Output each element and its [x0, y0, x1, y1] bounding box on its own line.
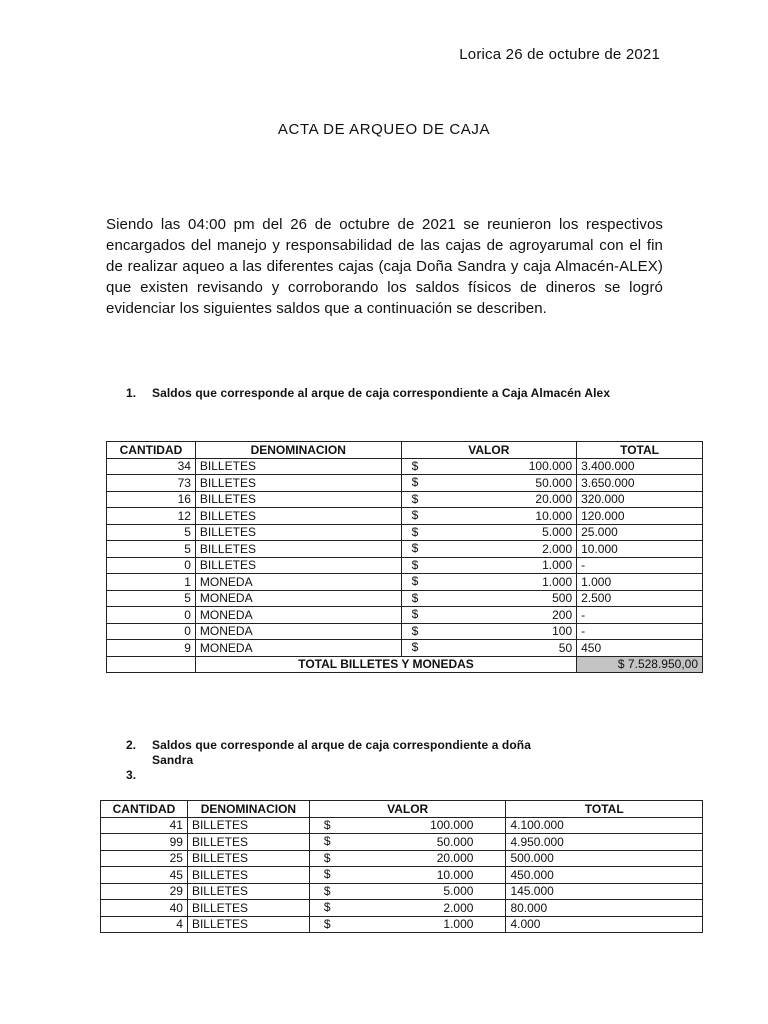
cell-cantidad: 40 [101, 900, 188, 917]
cell-cantidad: 45 [101, 867, 188, 884]
cell-valor-amount: 50.000 [535, 475, 573, 490]
cell-valor [401, 590, 577, 607]
section-1-text: Saldos que corresponde al arque de caja correspondiente a Caja Almacén Alex [152, 386, 611, 400]
header-cantidad: CANTIDAD [107, 442, 196, 459]
cell-total: 320.000 [577, 491, 703, 508]
cell-total: - [577, 607, 703, 624]
document-title: ACTA DE ARQUEO DE CAJA [277, 121, 491, 138]
table-row [107, 475, 703, 492]
header-denominacion: DENOMINACION [187, 801, 309, 818]
cell-valor-amount: 5.000 [443, 884, 474, 899]
cell-total: 450.000 [506, 867, 703, 884]
currency-symbol: $ [411, 557, 419, 572]
cell-cantidad: 5 [107, 590, 196, 607]
cell-cantidad: 29 [101, 883, 188, 900]
table-row [107, 607, 703, 624]
section-2-heading [126, 738, 646, 783]
cell-valor [401, 640, 577, 657]
cell-valor-amount: 100 [552, 624, 573, 639]
cell-valor-amount: 100.000 [528, 459, 573, 474]
cell-cantidad: 5 [107, 524, 196, 541]
table-row [107, 524, 703, 541]
cell-denominacion: BILLETES [187, 916, 309, 933]
table-row [101, 817, 703, 834]
cell-cantidad: 5 [107, 541, 196, 558]
currency-symbol: $ [411, 623, 419, 638]
cell-cantidad: 34 [107, 458, 196, 475]
cell-valor [309, 900, 506, 917]
table-row [101, 900, 703, 917]
cell-valor-amount: 5.000 [542, 525, 573, 540]
table-row [107, 491, 703, 508]
cell-valor [401, 524, 577, 541]
currency-symbol: $ [323, 916, 331, 931]
section-2-text-line1: Saldos que corresponde al arque de caja correspondiente a doña [152, 738, 531, 752]
cell-denominacion: BILLETES [187, 883, 309, 900]
currency-symbol: $ [411, 508, 419, 522]
currency-symbol: $ [411, 590, 419, 605]
cell-valor [401, 574, 577, 591]
cell-valor-amount: 200 [552, 607, 573, 622]
currency-symbol: $ [411, 491, 419, 506]
cell-denominacion: MONEDA [195, 574, 401, 591]
currency-symbol: $ [411, 524, 419, 539]
cell-denominacion: MONEDA [195, 623, 401, 640]
cell-valor [401, 475, 577, 492]
cell-valor-amount: 50.000 [436, 834, 474, 849]
cell-cantidad: 16 [107, 491, 196, 508]
currency-symbol: $ [323, 850, 331, 865]
cell-denominacion: BILLETES [195, 491, 401, 508]
cell-valor-amount: 20.000 [535, 492, 573, 507]
cell-cantidad: 1 [107, 574, 196, 591]
cell-valor [309, 834, 506, 851]
cell-total: 500.000 [506, 850, 703, 867]
cell-denominacion: BILLETES [187, 850, 309, 867]
cell-total: 25.000 [577, 524, 703, 541]
header-valor: VALOR [401, 442, 577, 459]
currency-symbol: $ [323, 817, 331, 832]
cell-valor-amount: 500 [552, 591, 573, 606]
cell-denominacion: BILLETES [195, 475, 401, 492]
cell-total: - [577, 623, 703, 640]
cell-valor [401, 623, 577, 640]
section-3-number: 3. [126, 768, 137, 782]
cell-valor-amount: 100.000 [430, 818, 474, 833]
cell-valor [401, 508, 577, 525]
cell-denominacion: MONEDA [195, 640, 401, 657]
header-cantidad: CANTIDAD [101, 801, 188, 818]
cell-valor [309, 883, 506, 900]
cell-denominacion: MONEDA [195, 607, 401, 624]
cell-total: 1.000 [577, 574, 703, 591]
cell-total: 145.000 [506, 883, 703, 900]
cell-total: 10.000 [577, 541, 703, 558]
table-header-row [107, 442, 703, 459]
cell-valor [309, 916, 506, 933]
cell-denominacion: BILLETES [195, 508, 401, 525]
cell-valor [309, 850, 506, 867]
cell-valor-amount: 1.000 [443, 917, 474, 932]
cell-denominacion: BILLETES [195, 541, 401, 558]
header-total: TOTAL [577, 442, 703, 459]
currency-symbol: $ [411, 475, 419, 489]
cell-cantidad: 25 [101, 850, 188, 867]
cell-cantidad: 9 [107, 640, 196, 657]
cell-valor [401, 491, 577, 508]
cell-denominacion: BILLETES [187, 834, 309, 851]
cell-cantidad: 99 [101, 834, 188, 851]
cell-total: 3.400.000 [577, 458, 703, 475]
cell-valor-amount: 2.000 [542, 541, 573, 556]
cell-cantidad: 41 [101, 817, 188, 834]
table-row [107, 623, 703, 640]
cell-cantidad: 0 [107, 623, 196, 640]
total-row-blank [107, 656, 196, 673]
cell-valor [401, 458, 577, 475]
currency-symbol: $ [411, 607, 419, 621]
cell-denominacion: MONEDA [195, 590, 401, 607]
cell-total: 4.100.000 [506, 817, 703, 834]
table-row [107, 458, 703, 475]
table-row [107, 557, 703, 574]
cell-denominacion: BILLETES [187, 900, 309, 917]
cell-valor-amount: 10.000 [436, 867, 474, 882]
cell-valor-amount: 50 [558, 640, 573, 655]
cell-valor [401, 557, 577, 574]
cell-valor-amount: 1.000 [542, 558, 573, 573]
cell-denominacion: BILLETES [195, 557, 401, 574]
cash-table-almacen [106, 441, 703, 673]
cell-valor-amount: 2.000 [443, 900, 474, 915]
cell-valor [401, 541, 577, 558]
section-2-number: 2. [126, 738, 137, 752]
table-row [101, 834, 703, 851]
cell-denominacion: BILLETES [195, 524, 401, 541]
cell-cantidad: 0 [107, 557, 196, 574]
table-row [107, 640, 703, 657]
cell-total: - [577, 557, 703, 574]
cell-total: 2.500 [577, 590, 703, 607]
cell-valor [309, 867, 506, 884]
currency-symbol: $ [411, 574, 419, 588]
cell-cantidad: 73 [107, 475, 196, 492]
table-row [107, 508, 703, 525]
cash-table-sandra [100, 800, 703, 933]
cell-cantidad: 4 [101, 916, 188, 933]
cell-valor-amount: 1.000 [542, 574, 573, 589]
table-total-row [107, 656, 703, 673]
currency-symbol: $ [411, 541, 419, 555]
cell-denominacion: BILLETES [187, 817, 309, 834]
currency-symbol: $ [323, 900, 331, 914]
cell-total: 4.950.000 [506, 834, 703, 851]
document-date: Lorica 26 de octubre de 2021 [459, 46, 660, 63]
total-label: TOTAL BILLETES Y MONEDAS [195, 656, 576, 673]
table-row [107, 541, 703, 558]
cell-total: 120.000 [577, 508, 703, 525]
header-valor: VALOR [309, 801, 506, 818]
table-header-row [101, 801, 703, 818]
cell-valor-amount: 20.000 [436, 851, 474, 866]
currency-symbol: $ [411, 640, 419, 654]
table-row [101, 867, 703, 884]
table-row [107, 574, 703, 591]
section-1-heading [126, 386, 610, 400]
table-row [107, 590, 703, 607]
header-denominacion: DENOMINACION [195, 442, 401, 459]
header-total: TOTAL [506, 801, 703, 818]
cell-total: 80.000 [506, 900, 703, 917]
cell-valor [309, 817, 506, 834]
cell-valor [401, 607, 577, 624]
cell-denominacion: BILLETES [195, 458, 401, 475]
table-row [101, 916, 703, 933]
table-row [101, 883, 703, 900]
cell-total: 450 [577, 640, 703, 657]
intro-paragraph: Siendo las 04:00 pm del 26 de octubre de 2021 se reunieron los respectivos encargados del manejo y responsabilidad de las cajas de agroyarumal con el fin de realizar aqueo a las diferentes cajas (caja Doña Sandra y caja Almacén-ALEX) que existen revisando y corroborando los saldos físicos de dineros se logró evidenciar los siguientes saldos que a continuación se describen. [106, 216, 663, 317]
currency-symbol: $ [323, 867, 331, 881]
currency-symbol: $ [323, 834, 331, 848]
cell-total: 4.000 [506, 916, 703, 933]
cell-valor-amount: 10.000 [535, 508, 573, 523]
currency-symbol: $ [411, 458, 419, 473]
table-row [101, 850, 703, 867]
section-2-text-line2: Sandra [152, 753, 194, 767]
grand-total: $ 7.528.950,00 [577, 656, 703, 673]
cell-cantidad: 12 [107, 508, 196, 525]
section-1-number: 1. [126, 386, 137, 400]
cell-total: 3.650.000 [577, 475, 703, 492]
cell-cantidad: 0 [107, 607, 196, 624]
cell-denominacion: BILLETES [187, 867, 309, 884]
currency-symbol: $ [323, 883, 331, 898]
